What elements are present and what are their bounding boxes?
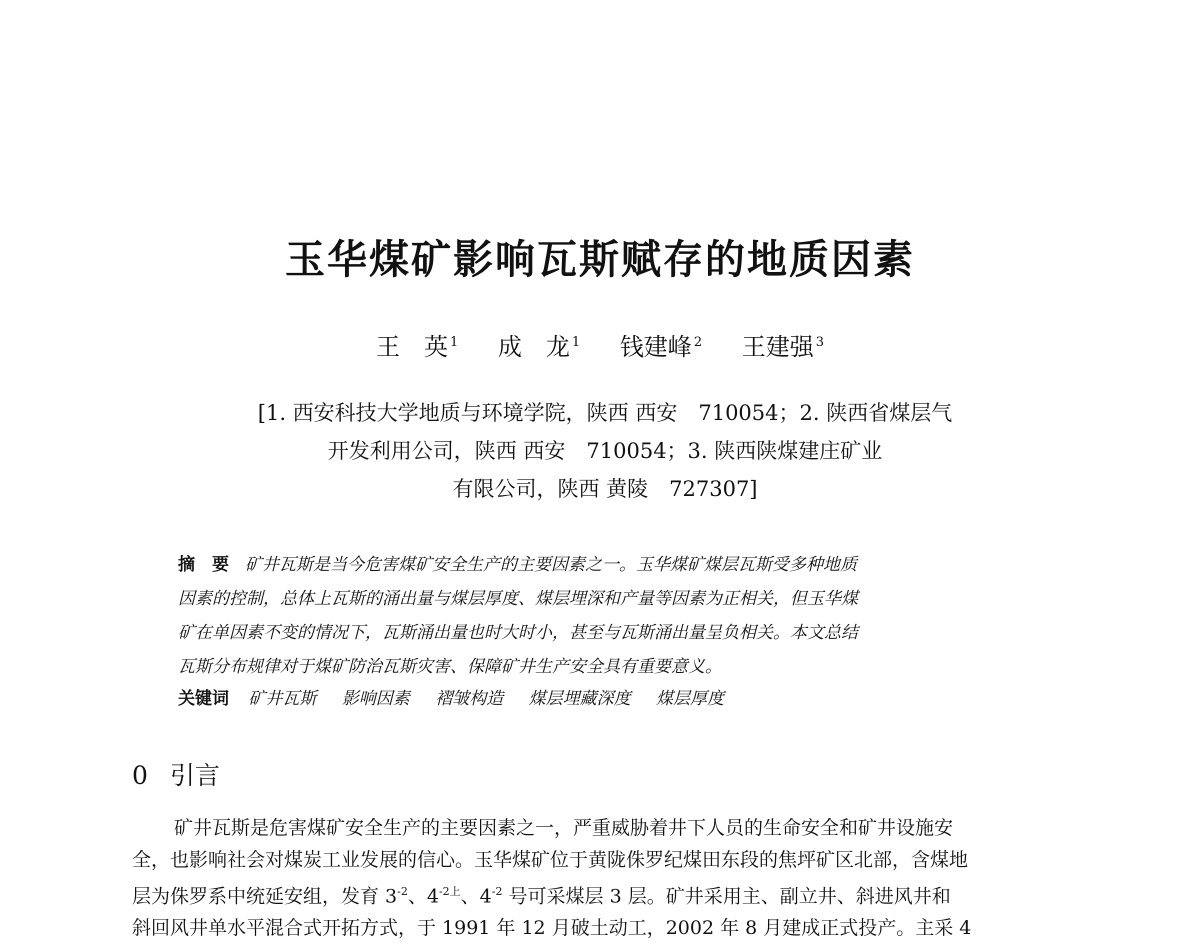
body-line: 全，也影响社会对煤炭工业发展的信心。玉华煤矿位于黄陇侏罗纪煤田东段的焦坪矿区北部，含煤地 xyxy=(132,849,969,871)
keywords-label: 关键词 xyxy=(178,689,229,709)
abstract-label: 摘 要 xyxy=(178,555,229,575)
abstract-line xyxy=(178,548,1058,582)
paper-title: 玉华煤矿影响瓦斯赋存的地质因素 xyxy=(285,236,915,283)
author-name: 钱建峰 xyxy=(619,333,692,361)
keyword: 影响因素 xyxy=(341,689,410,709)
abstract xyxy=(178,548,1058,684)
keyword: 褶皱构造 xyxy=(435,689,504,709)
keyword: 煤层厚度 xyxy=(656,689,725,709)
body-text-segment: 层为侏罗系中统延安组，发育 3 xyxy=(132,885,398,908)
abstract-line: 矿在单因素不变的情况下，瓦斯涌出量也时大时小，甚至与瓦斯涌出量呈负相关。本文总结 xyxy=(178,623,858,643)
author-affiliation-mark: 1 xyxy=(449,335,459,350)
author xyxy=(376,326,458,364)
author-name: 王建强 xyxy=(741,333,814,361)
affiliations xyxy=(200,394,1010,508)
author-affiliation-mark: 3 xyxy=(815,335,825,350)
body-text-segment: 、4 xyxy=(407,885,439,908)
abstract-line: 瓦斯分布规律对于煤矿防治瓦斯灾害、保障矿井生产安全具有重要意义。 xyxy=(178,657,722,677)
body-line: 斜回风井单水平混合式开拓方式，于 1991 年 12 月破土动工，2002 年 8 月建成正式投产。主采 4 xyxy=(132,917,972,940)
seam-superscript: -2上 xyxy=(438,885,461,898)
body-line: 矿井瓦斯是危害煤矿安全生产的主要因素之一，严重威胁着井下人员的生命安全和矿井设施安 xyxy=(174,817,954,839)
keyword: 矿井瓦斯 xyxy=(248,689,317,709)
affiliation-line: 开发利用公司，陕西 西安 710054；3. 陕西陕煤建庄矿业 xyxy=(327,439,883,463)
affiliation-line: 有限公司，陕西 黄陵 727307] xyxy=(452,477,758,501)
body-text-segment: 、4 xyxy=(460,885,492,908)
keywords xyxy=(178,682,1058,716)
author xyxy=(742,326,824,364)
keyword: 煤层埋藏深度 xyxy=(528,689,631,709)
author-affiliation-mark: 1 xyxy=(571,335,581,350)
author-name: 成 龙 xyxy=(497,333,570,361)
affiliation-line: [1. 西安科技大学地质与环境学院，陕西 西安 710054；2. 陕西省煤层气 xyxy=(257,401,953,425)
author-affiliation-mark: 2 xyxy=(693,335,703,350)
author-list xyxy=(0,326,1200,364)
author xyxy=(620,326,702,364)
abstract-text: 矿井瓦斯是当今危害煤矿安全生产的主要因素之一。玉华煤矿煤层瓦斯受多种地质 xyxy=(245,555,857,575)
author-name: 王 英 xyxy=(375,333,448,361)
section-title: 引言 xyxy=(169,761,220,790)
body-text-segment: 号可采煤层 3 层。矿井采用主、副立井、斜进风井和 xyxy=(502,885,951,908)
abstract-line: 因素的控制，总体上瓦斯的涌出量与煤层厚度、煤层埋深和产量等因素为正相关，但玉华煤 xyxy=(178,589,858,609)
section-number: 0 xyxy=(132,761,148,790)
seam-superscript: -2 xyxy=(491,885,503,898)
body-line xyxy=(132,876,1084,912)
author xyxy=(498,326,580,364)
section-heading xyxy=(132,756,220,796)
seam-superscript: -2 xyxy=(397,885,408,898)
body-paragraph xyxy=(132,812,1084,944)
